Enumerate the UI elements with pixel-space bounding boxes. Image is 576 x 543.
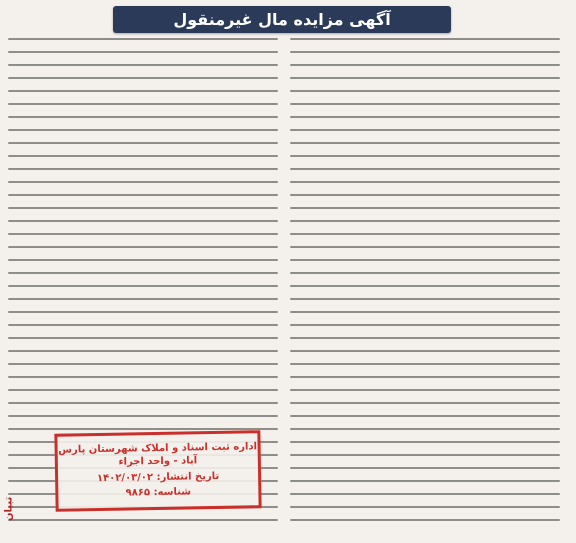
text-line-placeholder bbox=[290, 194, 560, 196]
text-line-placeholder bbox=[290, 506, 560, 508]
stamp-date: تاریخ انتشار: ۱۴۰۲/۰۳/۰۲ bbox=[96, 470, 220, 485]
text-line-placeholder bbox=[290, 77, 560, 79]
text-line-placeholder bbox=[290, 233, 560, 235]
text-line-placeholder bbox=[290, 259, 560, 261]
text-line-placeholder bbox=[290, 337, 560, 339]
text-line-placeholder bbox=[8, 246, 278, 248]
text-line-placeholder bbox=[8, 90, 278, 92]
text-line-placeholder bbox=[290, 350, 560, 352]
text-line-placeholder bbox=[8, 64, 278, 66]
text-line-placeholder bbox=[290, 415, 560, 417]
text-line-placeholder bbox=[8, 129, 278, 131]
text-line-placeholder bbox=[290, 103, 560, 105]
text-line-placeholder bbox=[8, 38, 278, 40]
text-line-placeholder bbox=[8, 181, 278, 183]
text-line-placeholder bbox=[290, 441, 560, 443]
text-line-placeholder bbox=[290, 376, 560, 378]
text-line-placeholder bbox=[8, 194, 278, 196]
stamp-org: اداره ثبت اسناد و املاک شهرستان پارس آباد - واحد اجراء bbox=[58, 441, 258, 468]
text-line-placeholder bbox=[290, 168, 560, 170]
text-line-placeholder bbox=[290, 493, 560, 495]
header-banner bbox=[8, 4, 556, 34]
text-line-placeholder bbox=[8, 220, 278, 222]
text-line-placeholder bbox=[8, 376, 278, 378]
text-line-placeholder bbox=[290, 480, 560, 482]
text-line-placeholder bbox=[8, 103, 278, 105]
text-line-placeholder bbox=[8, 363, 278, 365]
text-line-placeholder bbox=[290, 220, 560, 222]
text-line-placeholder bbox=[8, 168, 278, 170]
text-line-placeholder bbox=[8, 272, 278, 274]
text-line-placeholder bbox=[290, 272, 560, 274]
text-line-placeholder bbox=[290, 285, 560, 287]
text-line-placeholder bbox=[290, 519, 560, 521]
text-line-placeholder bbox=[8, 51, 278, 53]
text-line-placeholder bbox=[8, 155, 278, 157]
text-line-placeholder bbox=[290, 207, 560, 209]
page-title: آگهی مزایده مال غیرمنقول bbox=[113, 6, 450, 33]
text-line-placeholder bbox=[8, 402, 278, 404]
text-line-placeholder bbox=[290, 246, 560, 248]
text-line-placeholder bbox=[8, 415, 278, 417]
text-line-placeholder bbox=[290, 116, 560, 118]
text-line-placeholder bbox=[8, 324, 278, 326]
text-line-placeholder bbox=[8, 519, 278, 521]
text-line-placeholder bbox=[8, 259, 278, 261]
text-line-placeholder bbox=[290, 298, 560, 300]
text-line-placeholder bbox=[8, 116, 278, 118]
text-line-placeholder bbox=[290, 363, 560, 365]
tebyan-logo: تبیان bbox=[3, 496, 15, 522]
text-line-placeholder bbox=[8, 389, 278, 391]
text-line-placeholder bbox=[8, 350, 278, 352]
right-column bbox=[290, 38, 560, 538]
text-line-placeholder bbox=[8, 207, 278, 209]
text-line-placeholder bbox=[290, 155, 560, 157]
text-line-placeholder bbox=[290, 142, 560, 144]
text-line-placeholder bbox=[290, 38, 560, 40]
text-line-placeholder bbox=[8, 142, 278, 144]
text-line-placeholder bbox=[8, 311, 278, 313]
text-line-placeholder bbox=[290, 467, 560, 469]
text-line-placeholder bbox=[290, 454, 560, 456]
text-line-placeholder bbox=[290, 402, 560, 404]
text-line-placeholder bbox=[290, 389, 560, 391]
text-lines-right bbox=[290, 38, 560, 538]
registration-stamp bbox=[54, 430, 261, 512]
text-line-placeholder bbox=[290, 181, 560, 183]
text-line-placeholder bbox=[8, 337, 278, 339]
text-line-placeholder bbox=[290, 311, 560, 313]
text-line-placeholder bbox=[290, 324, 560, 326]
text-line-placeholder bbox=[8, 298, 278, 300]
text-line-placeholder bbox=[8, 77, 278, 79]
text-line-placeholder bbox=[290, 90, 560, 92]
text-line-placeholder bbox=[8, 285, 278, 287]
text-line-placeholder bbox=[290, 64, 560, 66]
stamp-serial: شناسه: ۹۸۶۵ bbox=[125, 485, 192, 499]
text-line-placeholder bbox=[290, 51, 560, 53]
text-line-placeholder bbox=[290, 129, 560, 131]
text-line-placeholder bbox=[8, 233, 278, 235]
text-line-placeholder bbox=[290, 428, 560, 430]
